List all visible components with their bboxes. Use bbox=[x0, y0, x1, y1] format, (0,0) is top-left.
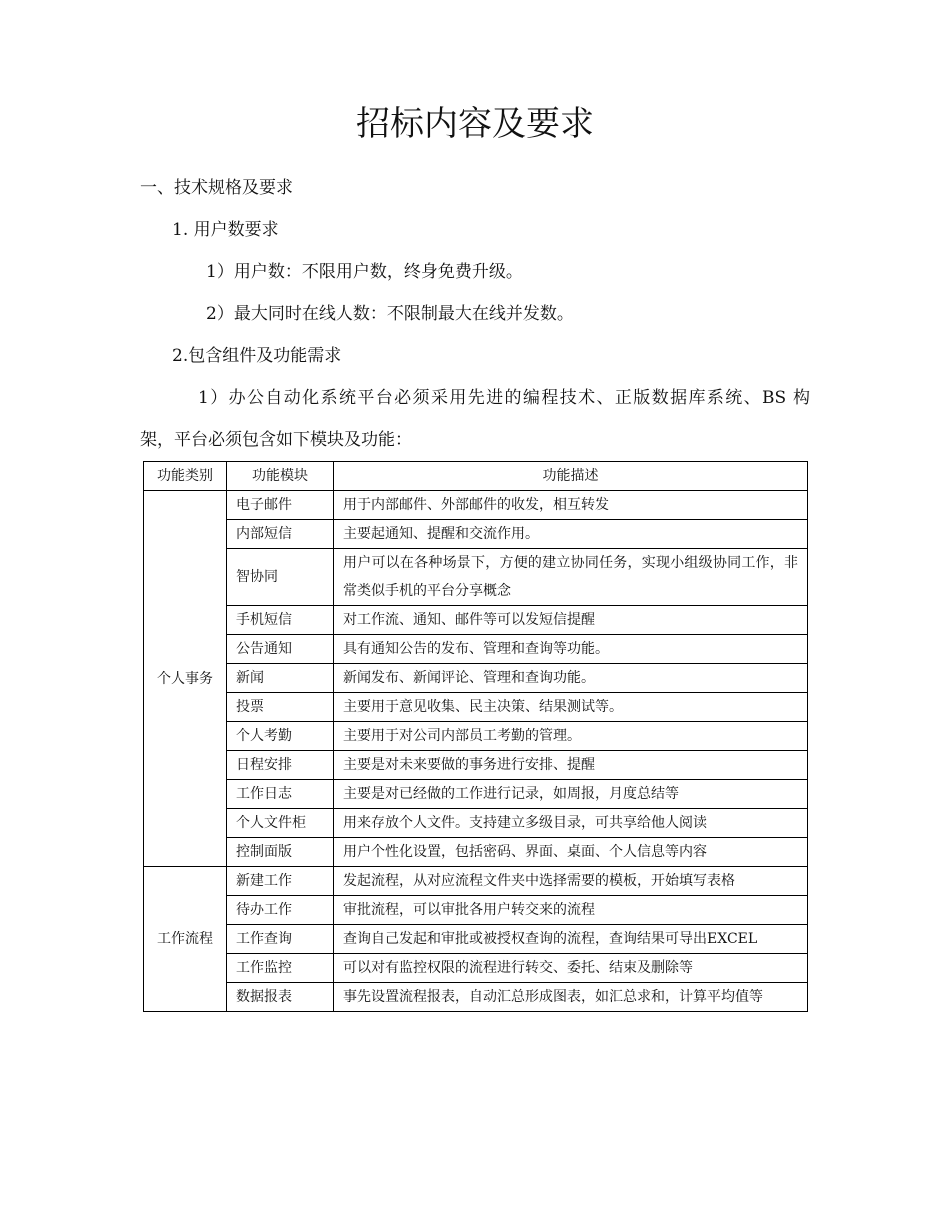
table-row bbox=[144, 954, 808, 983]
module-cell: 工作查询 bbox=[227, 925, 334, 954]
table-row bbox=[144, 780, 808, 809]
module-cell: 电子邮件 bbox=[227, 491, 334, 520]
description-cell: 查询自己发起和审批或被授权查询的流程，查询结果可导出EXCEL bbox=[334, 925, 808, 954]
paragraph-platform-line1: 1）办公自动化系统平台必须采用先进的编程技术、正版数据库系统、BS 构 bbox=[198, 388, 810, 408]
module-cell: 个人文件柜 bbox=[227, 809, 334, 838]
module-cell: 内部短信 bbox=[227, 520, 334, 549]
module-cell: 控制面版 bbox=[227, 838, 334, 867]
table-row bbox=[144, 722, 808, 751]
table-header-row bbox=[144, 462, 808, 491]
description-cell: 主要用于对公司内部员工考勤的管理。 bbox=[334, 722, 808, 751]
description-cell: 主要是对已经做的工作进行记录，如周报，月度总结等 bbox=[334, 780, 808, 809]
table-row bbox=[144, 896, 808, 925]
module-cell: 手机短信 bbox=[227, 606, 334, 635]
table-row bbox=[144, 983, 808, 1012]
table-row bbox=[144, 491, 808, 520]
module-cell: 新闻 bbox=[227, 664, 334, 693]
list-item-max-online: 2）最大同时在线人数：不限制最大在线并发数。 bbox=[206, 304, 574, 324]
description-cell: 主要是对未来要做的事务进行安排、提醒 bbox=[334, 751, 808, 780]
subheading-components: 2.包含组件及功能需求 bbox=[172, 346, 342, 366]
header-description: 功能描述 bbox=[334, 462, 808, 491]
category-cell: 个人事务 bbox=[144, 491, 227, 867]
description-cell: 对工作流、通知、邮件等可以发短信提醒 bbox=[334, 606, 808, 635]
module-cell: 投票 bbox=[227, 693, 334, 722]
module-cell: 日程安排 bbox=[227, 751, 334, 780]
description-cell: 可以对有监控权限的流程进行转交、委托、结束及删除等 bbox=[334, 954, 808, 983]
subheading-user-count: 1. 用户数要求 bbox=[172, 220, 279, 240]
description-cell: 事先设置流程报表，自动汇总形成图表，如汇总求和，计算平均值等 bbox=[334, 983, 808, 1012]
description-cell: 用户可以在各种场景下，方便的建立协同任务，实现小组级协同工作，非常类似手机的平台分享概念 bbox=[334, 549, 808, 606]
paragraph-platform-line2: 架，平台必须包含如下模块及功能： bbox=[140, 430, 412, 450]
header-module: 功能模块 bbox=[227, 462, 334, 491]
table-row bbox=[144, 635, 808, 664]
module-cell: 新建工作 bbox=[227, 867, 334, 896]
description-cell: 主要起通知、提醒和交流作用。 bbox=[334, 520, 808, 549]
header-category: 功能类别 bbox=[144, 462, 227, 491]
module-cell: 工作监控 bbox=[227, 954, 334, 983]
description-cell: 用户个性化设置，包括密码、界面、桌面、个人信息等内容 bbox=[334, 838, 808, 867]
module-cell: 待办工作 bbox=[227, 896, 334, 925]
table-row bbox=[144, 520, 808, 549]
description-cell: 发起流程，从对应流程文件夹中选择需要的模板，开始填写表格 bbox=[334, 867, 808, 896]
module-cell: 数据报表 bbox=[227, 983, 334, 1012]
module-cell: 智协同 bbox=[227, 549, 334, 606]
table-row bbox=[144, 867, 808, 896]
description-cell: 审批流程，可以审批各用户转交来的流程 bbox=[334, 896, 808, 925]
description-cell: 具有通知公告的发布、管理和查询等功能。 bbox=[334, 635, 808, 664]
description-cell: 用来存放个人文件。支持建立多级目录，可共享给他人阅读 bbox=[334, 809, 808, 838]
module-cell: 公告通知 bbox=[227, 635, 334, 664]
table-row bbox=[144, 606, 808, 635]
table-row bbox=[144, 838, 808, 867]
table-row bbox=[144, 693, 808, 722]
table-row bbox=[144, 549, 808, 606]
module-cell: 工作日志 bbox=[227, 780, 334, 809]
table-row bbox=[144, 809, 808, 838]
description-cell: 新闻发布、新闻评论、管理和查询功能。 bbox=[334, 664, 808, 693]
description-cell: 主要用于意见收集、民主决策、结果测试等。 bbox=[334, 693, 808, 722]
category-cell: 工作流程 bbox=[144, 867, 227, 1012]
description-cell: 用于内部邮件、外部邮件的收发，相互转发 bbox=[334, 491, 808, 520]
module-cell: 个人考勤 bbox=[227, 722, 334, 751]
table-row bbox=[144, 664, 808, 693]
table-row bbox=[144, 751, 808, 780]
table-row bbox=[144, 925, 808, 954]
section-heading-tech-spec: 一、技术规格及要求 bbox=[140, 178, 293, 198]
function-table bbox=[143, 461, 808, 1012]
list-item-user-count: 1）用户数：不限用户数，终身免费升级。 bbox=[206, 262, 523, 282]
document-title: 招标内容及要求 bbox=[356, 104, 594, 144]
